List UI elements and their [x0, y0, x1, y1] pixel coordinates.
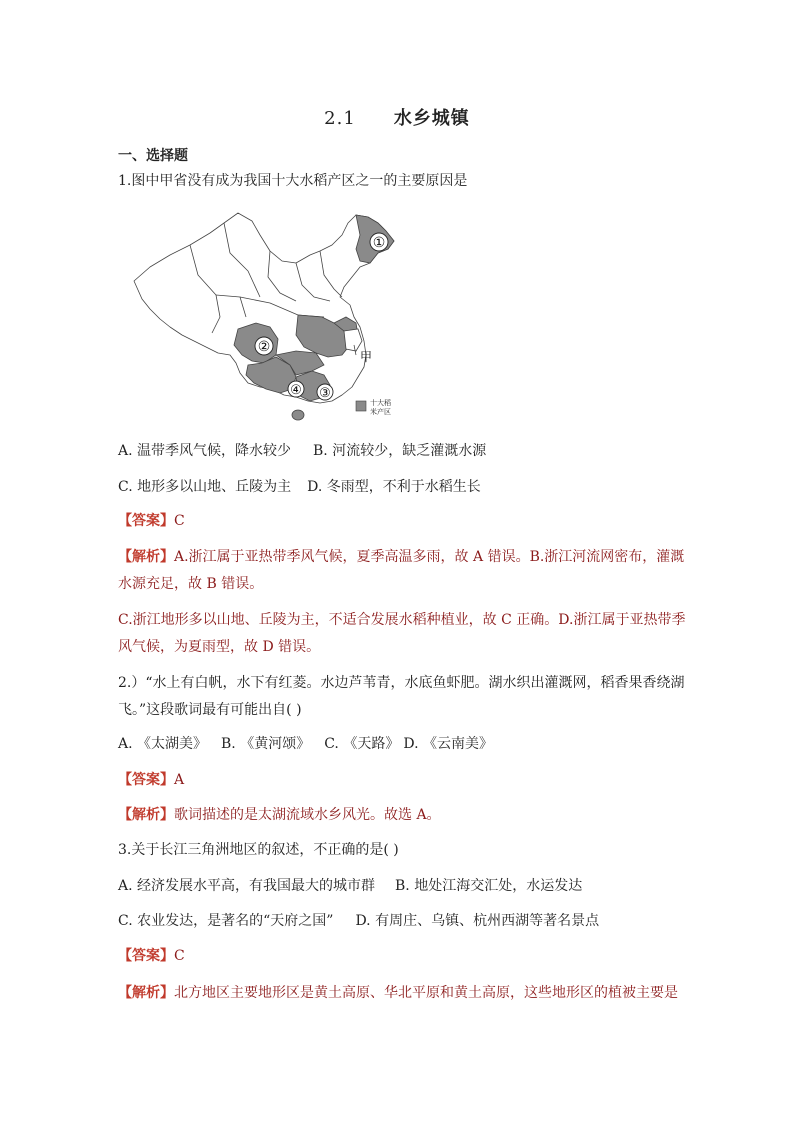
q2-analysis	[118, 805, 688, 825]
section-heading: 一、选择题	[118, 148, 188, 164]
china-rice-region-map	[120, 205, 402, 427]
q1-stem: 1.图中甲省没有成为我国十大水稻产区之一的主要原因是	[118, 173, 468, 189]
title-text: 水乡城镇	[393, 108, 470, 129]
q1-analysis-line-4: 风气候，为夏雨型，故 D 错误。	[118, 639, 321, 655]
q1-analysis-text-1: A.浙江属于亚热带季风气候，夏季高温多雨，故 A 错误。B.浙江河流网密布，灌溉	[174, 549, 685, 565]
q3-option-d: D. 有周庄、乌镇、杭州西湖等著名景点	[355, 913, 600, 929]
q3-options-row-1	[118, 876, 688, 896]
q2-answer-label: 【答案】	[118, 772, 174, 788]
q2-option-a: A. 《太湖美》	[118, 736, 208, 752]
q3-answer-label: 【答案】	[118, 948, 174, 964]
q2-option-d: D. 《云南美》	[403, 736, 493, 752]
q2-analysis-text: 歌词描述的是太湖流域水乡风光。故选 A。	[174, 807, 441, 823]
q3-stem: 3.关于长江三角洲地区的叙述，不正确的是( )	[118, 842, 399, 858]
marker-4: ④	[290, 383, 302, 398]
q3-options-row-2	[118, 911, 688, 931]
q3-answer-value: C	[174, 948, 185, 964]
q1-analysis-line-2: 水源充足，故 B 错误。	[118, 576, 264, 592]
q1-analysis-line-3: C.浙江地形多以山地、丘陵为主，不适合发展水稻种植业，故 C 正确。D.浙江属于亚热带季	[118, 612, 686, 628]
q1-answer-label: 【答案】	[118, 513, 174, 529]
q1-analysis-label: 【解析】	[118, 549, 174, 565]
jia-label: 甲	[360, 350, 373, 364]
q2-stem-line-2: 飞。”这段歌词最有可能出自( )	[118, 702, 302, 718]
q3-analysis-text: 北方地区主要地形区是黄土高原、华北平原和黄土高原，这些地形区的植被主要是	[174, 985, 678, 1001]
q1-analysis-line-1	[118, 547, 688, 567]
hainan-island	[292, 410, 304, 420]
q1-option-b: B. 河流较少，缺乏灌溉水源	[313, 443, 487, 459]
q3-option-a: A. 经济发展水平高，有我国最大的城市群	[118, 878, 376, 894]
q2-option-c: C. 《天路》	[324, 736, 400, 752]
q1-options-row-1	[118, 441, 688, 461]
q1-option-c: C. 地形多以山地、丘陵为主	[118, 479, 292, 495]
q1-option-a: A. 温带季风气候，降水较少	[118, 443, 292, 459]
q1-answer-value: C	[174, 513, 185, 529]
q3-option-c: C. 农业发达，是著名的“天府之国”	[118, 913, 334, 929]
marker-1: ①	[372, 235, 386, 251]
q2-stem-line-1: 2.）“水上有白帆，水下有红菱。水边芦苇青，水底鱼虾肥。湖水织出灌溉网，稻香果香绕湖	[118, 675, 685, 691]
q3-option-b: B. 地处江海交汇处，水运发达	[395, 878, 583, 894]
q3-analysis-label: 【解析】	[118, 985, 174, 1001]
page-title	[0, 104, 794, 130]
q1-options-row-2	[118, 477, 688, 497]
legend-line-1: 十大稻	[370, 399, 391, 407]
marker-3: ③	[319, 386, 331, 401]
q2-option-b: B. 《黄河颂》	[221, 736, 311, 752]
q2-answer	[118, 770, 688, 790]
legend-swatch	[356, 401, 366, 411]
q2-options	[118, 734, 688, 754]
legend-line-2: 米产区	[370, 408, 391, 416]
q3-answer	[118, 946, 688, 966]
q2-answer-value: A	[174, 772, 185, 788]
q3-analysis	[118, 983, 688, 1003]
title-number: 2.1	[324, 108, 356, 129]
marker-2: ②	[257, 339, 271, 355]
q2-analysis-label: 【解析】	[118, 807, 174, 823]
q1-option-d: D. 冬雨型，不利于水稻生长	[307, 479, 481, 495]
q1-answer	[118, 511, 688, 531]
